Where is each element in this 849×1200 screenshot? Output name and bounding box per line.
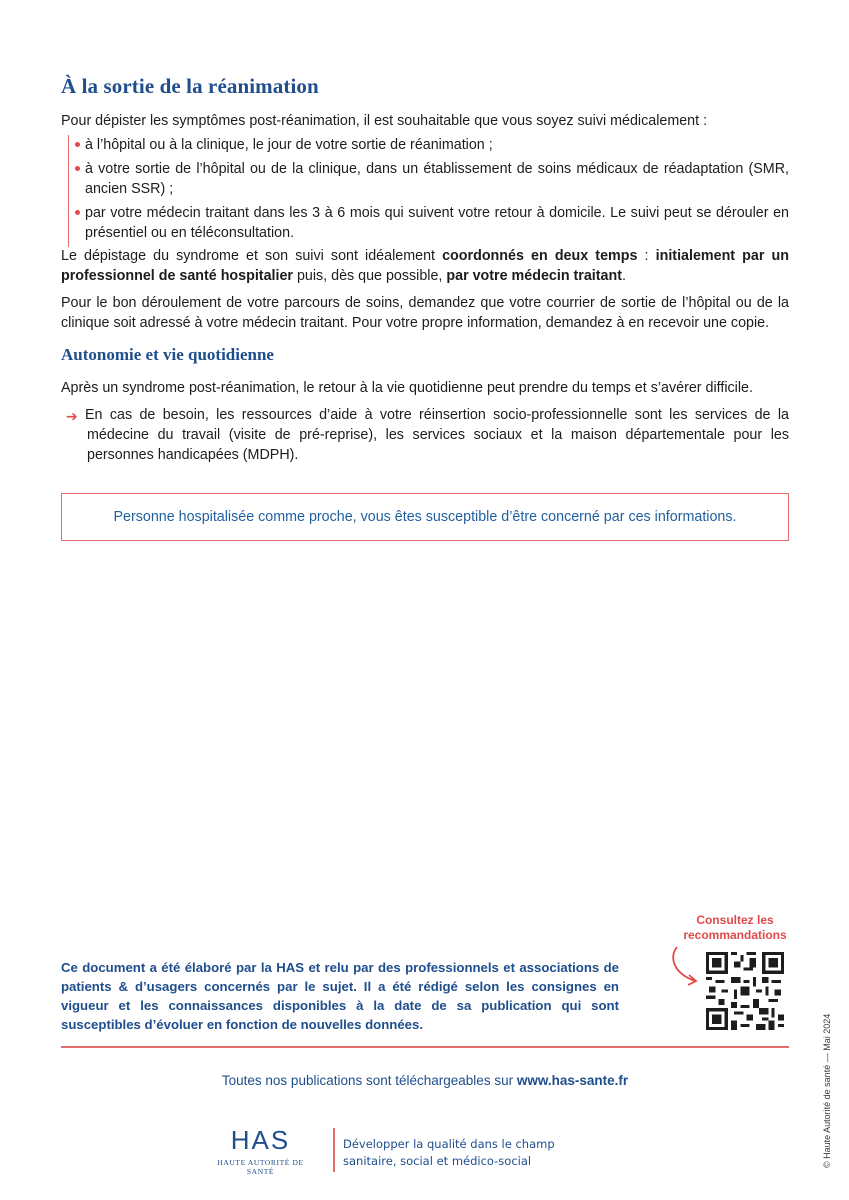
logo-separator [333,1128,335,1172]
copyright-notice: © Haute Autorité de santé — Mai 2024 [822,1013,832,1168]
curved-arrow-icon [669,945,703,987]
has-logo: HAS HAUTE AUTORITÉ DE SANTÉ [217,1125,304,1176]
bullet-dot-icon [75,142,80,147]
bullet-dot-icon [75,166,80,171]
follow-up-bullet-list [68,135,789,247]
list-item: à votre sortie de l’hôpital ou de la clinique, dans un établissement de soins médicaux de réadaptation (SMR, ancien SSR) ; [85,159,789,199]
qr-code-icon[interactable] [706,952,784,1030]
intro-paragraph: Pour dépister les symptômes post-réanimation, il est souhaitable que vous soyez suivi médicalement : [61,113,708,129]
qr-label: Consultez les recommandations [683,913,787,942]
arrow-right-icon: ➔ [66,408,78,424]
has-tagline: Développer la qualité dans le champ sanitaire, social et médico-social [343,1137,555,1168]
has-website-link[interactable]: www.has-sante.fr [516,1073,629,1088]
screening-paragraph: Le dépistage du syndrome et son suivi sont idéalement coordonnés en deux temps : initialement par un professionnel de santé hospitalier puis, dès que possible, par votre médecin traitant. [61,248,789,284]
section-title-sortie-reanimation: À la sortie de la réanimation [61,74,319,98]
care-pathway-paragraph: Pour le bon déroulement de votre parcours de soins, demandez que votre courrier de sortie de l’hôpital ou de la clinique soit adressé à votre médecin traitant. Pour votre propre information, demandez à en recevoir une copie. [61,295,789,331]
bullet-dot-icon [75,210,80,215]
list-item: par votre médecin traitant dans les 3 à 6 mois qui suivent votre retour à domicile. Le suivi peut se dérouler en présentiel ou en téléconsultation. [85,203,789,243]
list-item: à l’hôpital ou à la clinique, le jour de votre sortie de réanimation ; [85,135,789,155]
callout-box: Personne hospitalisée comme proche, vous êtes susceptible d’être concerné par ces informations. [61,493,789,541]
publications-line: Toutes nos publications sont téléchargeables sur www.has-sante.fr [221,1073,629,1088]
daily-life-paragraph: Après un syndrome post-réanimation, le retour à la vie quotidienne peut prendre du temps et s’avérer difficile. [61,380,753,396]
footer-divider [61,1046,789,1048]
section-title-autonomie: Autonomie et vie quotidienne [61,345,274,364]
footer-disclaimer: Ce document a été élaboré par la HAS et relu par des professionnels et associations de patients & d’usagers concernés par le sujet. Il a été rédigé selon les consignes en vigueur et les connaissances disponibles à la date de sa publication qui sont susceptibles d’évoluer en fonction de nouvelles données. [61,960,619,1032]
resources-paragraph: ➔ En cas de besoin, les ressources d’aide à votre réinsertion socio-professionnelle sont les services de la médecine du travail (visite de pré-reprise), les services sociaux et la maison départementale pour les personnes handicapées (MDPH). [66,407,789,463]
